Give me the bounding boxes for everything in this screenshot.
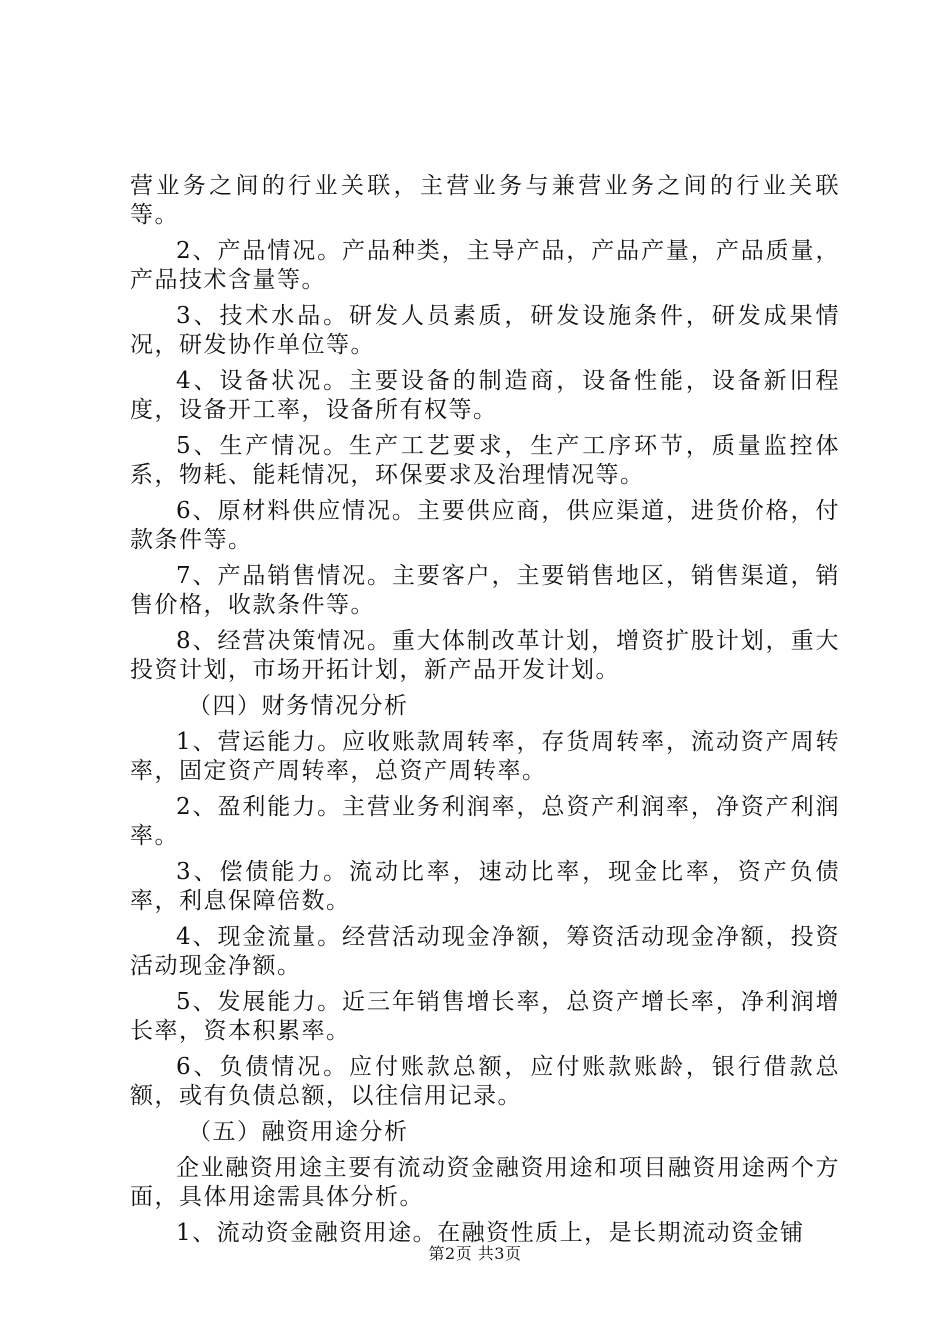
paragraph-profitability: 2、盈利能力。主营业务利润率，总资产利润率，净资产利润率。 — [130, 794, 840, 849]
paragraph-production-status: 5、生产情况。生产工艺要求，生产工序环节，质量监控体系，物耗、能耗情况，环保要求及治理情况等。 — [130, 433, 840, 488]
page-footer: 第2页 共3页 — [428, 1244, 522, 1263]
paragraph-operating-capacity: 1、营运能力。应收账款周转率，存货周转率，流动资产周转率，固定资产周转率，总资产周转率。 — [130, 729, 840, 784]
document-body — [130, 172, 840, 1255]
paragraph-raw-material-supply: 6、原材料供应情况。主要供应商，供应渠道，进货价格，付款条件等。 — [130, 498, 840, 553]
paragraph-equipment-status: 4、设备状况。主要设备的制造商，设备性能，设备新旧程度，设备开工率，设备所有权等。 — [130, 368, 840, 423]
paragraph-financing-use-overview: 企业融资用途主要有流动资金融资用途和项目融资用途两个方面，具体用途需具体分析。 — [130, 1155, 840, 1210]
paragraph-product-status: 2、产品情况。产品种类，主导产品，产品产量，产品质量，产品技术含量等。 — [130, 238, 840, 293]
paragraph-business-decisions: 8、经营决策情况。重大体制改革计划，增资扩股计划，重大投资计划，市场开拓计划，新产品开发计划。 — [130, 628, 840, 683]
paragraph-solvency: 3、偿债能力。流动比率，速动比率，现金比率，资产负债率，利息保障倍数。 — [130, 859, 840, 914]
paragraph-continuation: 营业务之间的行业关联，主营业务与兼营业务之间的行业关联等。 — [130, 173, 840, 228]
paragraph-technical-level: 3、技术水品。研发人员素质，研发设施条件，研发成果情况，研发协作单位等。 — [130, 303, 840, 358]
paragraph-product-sales: 7、产品销售情况。主要客户，主要销售地区，销售渠道，销售价格，收款条件等。 — [130, 563, 840, 618]
paragraph-development-capacity: 5、发展能力。近三年销售增长率，总资产增长率，净利润增长率，资本积累率。 — [130, 989, 840, 1044]
section-heading-financial-analysis: （四）财务情况分析 — [188, 693, 409, 719]
paragraph-working-capital-use: 1、流动资金融资用途。在融资性质上，是长期流动资金铺 — [176, 1220, 805, 1246]
paragraph-liabilities: 6、负债情况。应付账款总额，应付账款账龄，银行借款总额，或有负债总额，以往信用记录。 — [130, 1054, 840, 1109]
paragraph-cash-flow: 4、现金流量。经营活动现金净额，筹资活动现金净额，投资活动现金净额。 — [130, 924, 840, 979]
section-heading-financing-use-analysis: （五）融资用途分析 — [188, 1119, 409, 1145]
